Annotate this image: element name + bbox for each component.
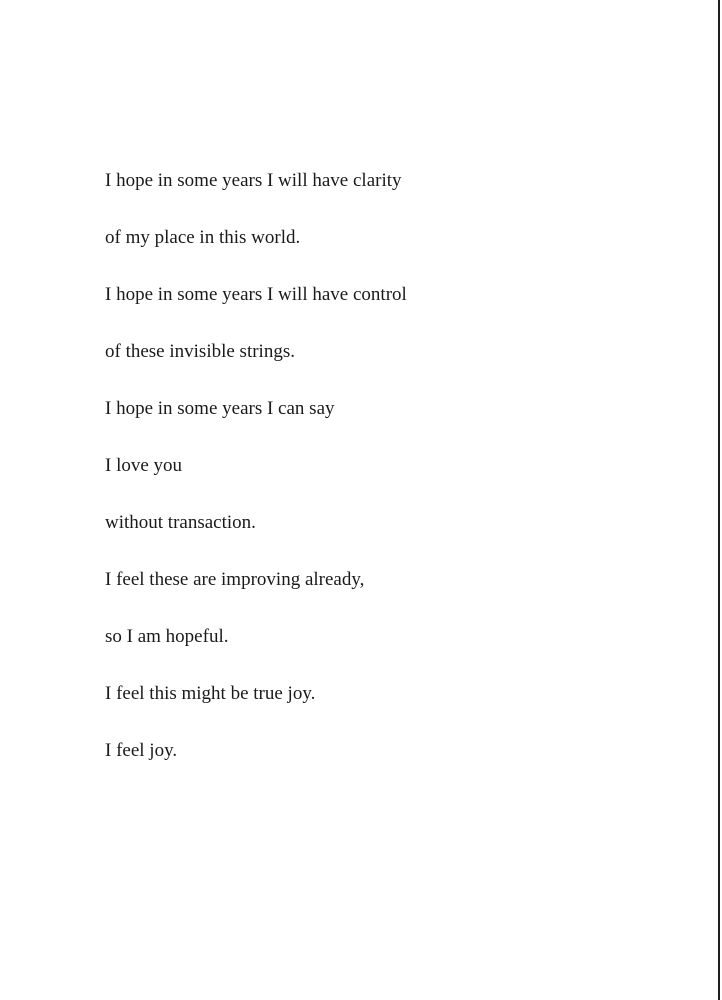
poem-line: I feel this might be true joy.: [105, 683, 316, 704]
poem-line: I hope in some years I can say: [105, 398, 335, 419]
poem-text: [105, 170, 407, 797]
poem-line: so I am hopeful.: [105, 626, 229, 647]
poem-line: of these invisible strings.: [105, 341, 295, 362]
poem-line: I feel joy.: [105, 740, 178, 761]
poem-line: of my place in this world.: [105, 227, 301, 248]
poem-line: I hope in some years I will have control: [105, 284, 407, 305]
poem-line: I hope in some years I will have clarity: [105, 170, 402, 191]
poem-line: I love you: [105, 455, 183, 476]
poem-line: I feel these are improving already,: [105, 569, 365, 590]
poem-line: without transaction.: [105, 512, 256, 533]
